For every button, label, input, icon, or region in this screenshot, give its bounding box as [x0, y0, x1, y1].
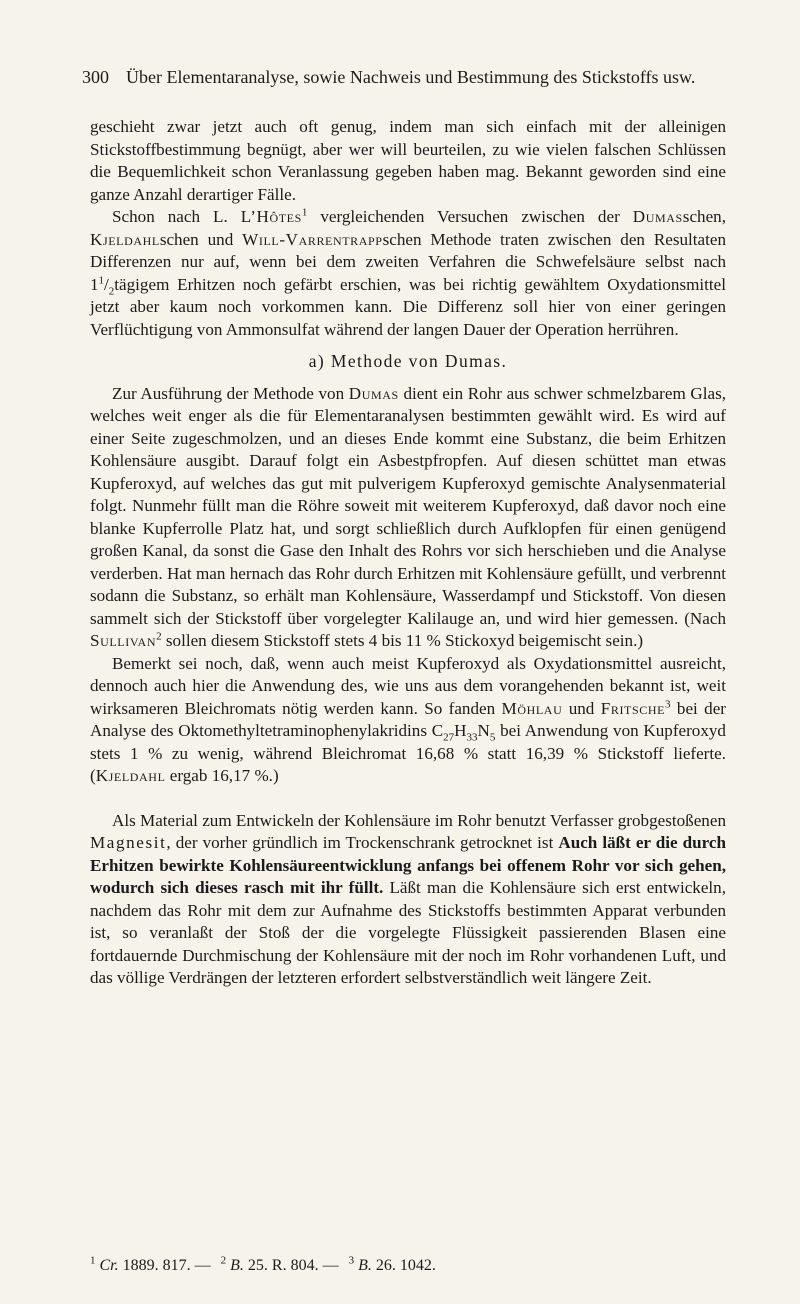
- paragraph-5: Als Material zum Entwickeln der Kohlensäure im Rohr benutzt Verfasser grobgestoßenen Magnesit, der vorher gründlich im Trockenschrank getrocknet ist Auch läßt er die durch Erhitzen bewirkte Kohlensäureentwicklung anfangs bei offenem Rohr vor sich gehen, wodurch sich dieses rasch mit ihr füllt. Läßt man die Kohlensäure sich erst entwickeln, nachdem das Rohr mit dem zur Aufnahme des Stickstoffs bestimmten Apparat verbunden ist, so veranlaßt der Stoß der die vorgelegte Flüssigkeit passierenden Blasen eine fortdauernde Durchmischung der Kohlensäure mit der noch im Rohr vorhandenen Luft, und das völlige Verdrängen der letzteren erfordert selbstverständlich weit längere Zeit.: [90, 810, 726, 987]
- section-heading: a) Methode von Dumas.: [308, 351, 508, 371]
- paragraph-4: Bemerkt sei noch, daß, wenn auch meist Kupferoxyd als Oxydationsmittel ausreicht, dennoch auch hier die Anwendung des, wie uns aus dem vorangehenden bekannt ist, weit wirksameren Bleichromats nötig werden kann. So fanden Möhlau und Fritsche$^3$ bei der Analyse des Oktomethyltetraminophenylakridins $C_{27}H_{33}N_5$ bei Anwendung von Kupferoxyd stets 1 % zu wenig, während Bleichromat 16,68 % statt 16,39 % Stickstoff lieferte. (Kjeldahl ergab 16,17 %.): [90, 653, 726, 785]
- author-name: Will-Varrentrapp: [242, 229, 383, 249]
- author-name: Möhlau: [501, 698, 563, 718]
- emphasized-text: Auch läßt er die durch Erhitzen bewirkte Kohlensäureentwicklung anfangs bei offenem Rohr vor sich gehen, wodurch sich dieses rasch mit ihr füllt.: [90, 833, 726, 897]
- footnote-mark-1: 1: [301, 206, 308, 219]
- author-name: Kjeldahl: [90, 229, 160, 249]
- author-name: Fritsche: [600, 698, 666, 718]
- footnote-mark-2: 2: [156, 630, 162, 643]
- paragraph-2: Schon nach L. L’Hôtes$^1$ vergleichenden Versuchen zwischen der Dumasschen, Kjeldahlschen und Will-Varrentrappschen Methode traten zwischen den Resultaten Differenzen nur auf, wenn bei dem zweiten Verfahren die Schwefelsäure selbst nach $1^1/_2tägigem$ Erhitzen noch gefärbt erschien, was bei richtig gewähltem Oxydationsmittel jetzt aber kaum noch vorkommen kann. Die Differenz soll hier von einer geringen Verflüchtigung von Ammonsulfat während der langen Dauer der Operation herrühren.: [90, 206, 727, 339]
- paragraph-3: Zur Ausführung der Methode von Dumas dient ein Rohr aus schwer schmelzbarem Glas, welches weit enger als die für Elementaranalysen bestimmten gewählt wird. Es wird auf einer Seite zugeschmolzen, und an dieses Ende kommt eine Substanz, die beim Erhitzen Kohlensäure ausgibt. Darauf folgt ein Asbestpfropfen. Auf diesen schüttet man etwas Kupferoxyd, auf welches das gut mit pulverigem Kupferoxyd gemischte Analysenmaterial folgt. Nunmehr füllt man die Röhre soweit mit weiterem Kupferoxyd, daß davor noch eine blanke Kupferrolle Platz hat, und sorgt schließlich durch Aufklopfen für einen genügend großen Kanal, da sonst die Gase den Inhalt des Rohrs vor sich herschieben und die Analyse verderben. Hat man hernach das Rohr durch Erhitzen mit Kohlensäure gefüllt, und verbrennt sodann die Substanz, so erhält man Kohlensäure, Wasserdampf und Stickstoff. Von diesen sammelt sich der Stickstoff über vorgelegter Kalilauge an, und wird hier gemessen. (Nach Sullivan$^2$ sollen diesem Stickstoff stets 4 bis 11 % Stickoxyd beigemischt sein.): [90, 383, 726, 650]
- author-name: Sullivan: [90, 631, 157, 650]
- fraction-numerator: 1: [98, 273, 105, 286]
- footnote-1: $^1$ Cr. 1889. 817. —: [90, 1254, 215, 1274]
- footnotes: [90, 1256, 726, 1276]
- running-header: [82, 66, 722, 88]
- page-body: [90, 116, 726, 990]
- author-name: Dumas: [632, 207, 683, 226]
- author-name: Kjeldahl: [95, 766, 166, 785]
- author-name: Dumas: [348, 383, 399, 403]
- author-name: L’Hôtes: [240, 207, 302, 226]
- page-number: 300: [82, 67, 109, 87]
- running-title: Über Elementaranalyse, sowie Nachweis und Bestimmung des Stickstoffs usw.: [126, 67, 696, 87]
- footnote-3: $^3$ B. 26. 1042.: [348, 1254, 436, 1274]
- spaced-term: Magnesit: [90, 833, 167, 852]
- footnote-2: $^2$ B. 25. R. 804. —: [220, 1254, 343, 1274]
- paragraph-gap: [90, 788, 726, 810]
- footnote-mark-3: 3: [665, 697, 671, 710]
- paragraph-1: geschieht zwar jetzt auch oft genug, indem man sich einfach mit der alleinigen Stickstoffbestimmung begnügt, aber wer will beurteilen, zu wie vielen falschen Schlüssen die Bequemlichkeit schon Veranlassung gegeben haben mag. Bekannt geworden sind eine ganze Anzahl derartiger Fälle.: [90, 117, 726, 204]
- fraction-denominator: 2: [108, 284, 115, 297]
